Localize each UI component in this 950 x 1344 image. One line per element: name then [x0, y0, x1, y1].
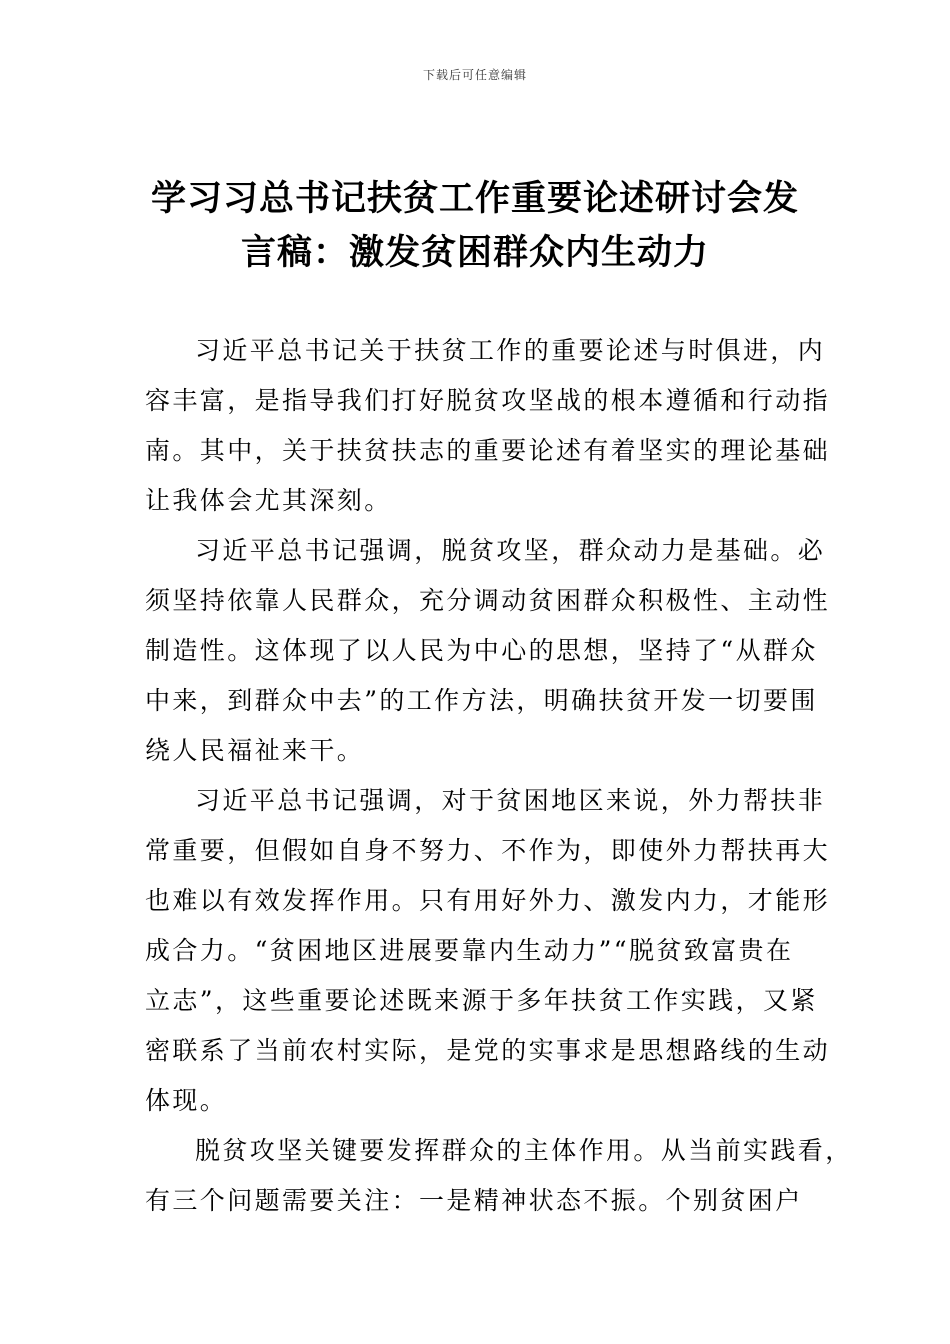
- paragraph-line: 绕人民福祉来干。: [145, 736, 365, 765]
- title-line: 言稿：激发贫困群众内生动力: [240, 233, 709, 273]
- paragraph-line: 体现。: [145, 1086, 228, 1115]
- paragraph-line: 习近平总书记关于扶贫工作的重要论述与时俱进，内: [195, 336, 826, 365]
- paragraph-line: 脱贫攻坚关键要发挥群众的主体作用。从当前实践看，: [195, 1136, 853, 1165]
- paragraph-line: 习近平总书记强调，对于贫困地区来说，外力帮扶非: [195, 786, 826, 815]
- paragraph-line: 常重要，但假如自身不努力、不作为，即使外力帮扶再大: [145, 836, 831, 865]
- paragraph-line: 让我体会尤其深刻。: [145, 486, 392, 515]
- document-body: [145, 326, 853, 1226]
- paragraph-line: 习近平总书记强调，脱贫攻坚，群众动力是基础。必: [195, 536, 826, 565]
- paragraph: [145, 526, 831, 776]
- paragraph: [145, 1126, 853, 1226]
- paragraph-line: 有三个问题需要关注：一是精神状态不振。个别贫困户: [145, 1186, 803, 1215]
- paragraph: [145, 776, 831, 1126]
- paragraph: [145, 326, 831, 526]
- paragraph-line: 须坚持依靠人民群众，充分调动贫困群众积极性、主动性: [145, 586, 831, 615]
- paragraph-line: 制造性。这体现了以人民为中心的思想，坚持了“从群众: [145, 636, 818, 665]
- title-line: 学习习总书记扶贫工作重要论述研讨会发: [150, 179, 799, 219]
- paragraph-line: 成合力。“贫困地区进展要靠内生动力”“脱贫致富贵在: [145, 936, 794, 965]
- document-title: [120, 172, 830, 280]
- paragraph-line: 立志”，这些重要论述既来源于多年扶贫工作实践，又紧: [145, 986, 818, 1015]
- paragraph-line: 密联系了当前农村实际，是党的实事求是思想路线的生动: [145, 1036, 831, 1065]
- paragraph-line: 南。其中，关于扶贫扶志的重要论述有着坚实的理论基础: [145, 436, 831, 465]
- paragraph-line: 容丰富，是指导我们打好脱贫攻坚战的根本遵循和行动指: [145, 386, 831, 415]
- paragraph-line: 也难以有效发挥作用。只有用好外力、激发内力，才能形: [145, 886, 831, 915]
- header-note: 下载后可任意编辑: [422, 68, 527, 82]
- paragraph-line: 中来，到群众中去”的工作方法，明确扶贫开发一切要围: [145, 686, 818, 715]
